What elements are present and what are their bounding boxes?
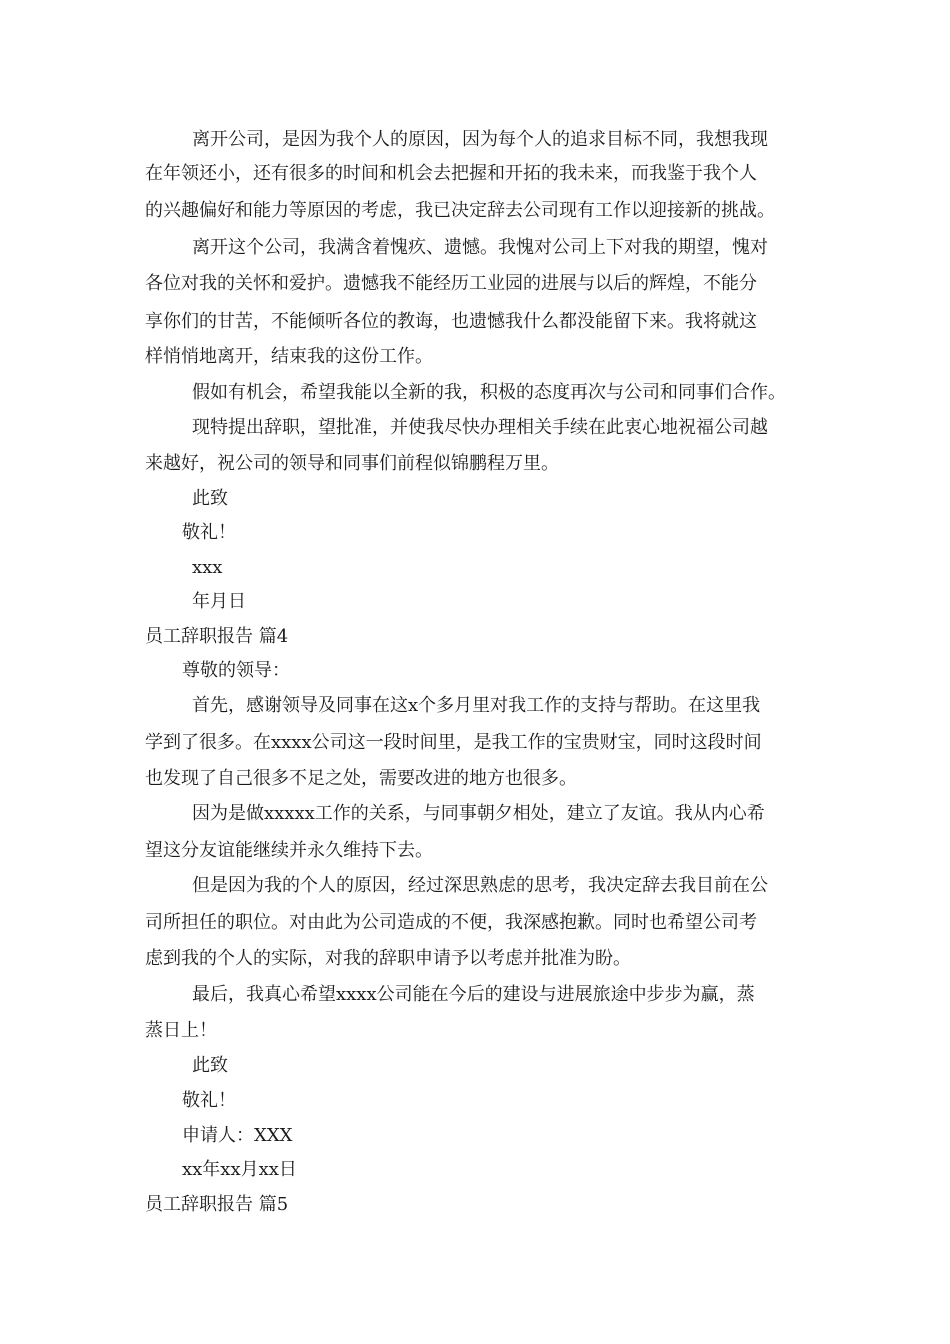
paragraph-line: 离开公司，是因为我个人的原因，因为每个人的追求目标不同，我想我现 [192,129,768,150]
date-line: xx年xx月xx日 [182,1159,297,1180]
paragraph-line: 的兴趣偏好和能力等原因的考虑，我已决定辞去公司现有工作以迎接新的挑战。 [145,200,775,221]
paragraph-line: 最后，我真心希望xxxx公司能在今后的建设与进展旅途中步步为赢，蒸 [192,984,755,1005]
regards-line: 敬礼！ [182,522,236,543]
paragraph-line: 假如有机会，希望我能以全新的我，积极的态度再次与公司和同事们合作。 [192,382,786,403]
paragraph-line: 现特提出辞职，望批准，并使我尽快办理相关手续在此衷心地祝福公司越 [192,417,768,438]
paragraph-line: 享你们的甘苦，不能倾听各位的教诲，也遗憾我什么都没能留下来。我将就这 [145,311,757,332]
date-line: 年月日 [192,591,246,612]
regards-line: 敬礼！ [182,1090,236,1111]
paragraph-line: 各位对我的关怀和爱护。遗憾我不能经历工业园的进展与以后的辉煌，不能分 [145,273,757,294]
paragraph-line: 但是因为我的个人的原因，经过深思熟虑的思考，我决定辞去我目前在公 [192,875,768,896]
paragraph-line: 来越好，祝公司的领导和同事们前程似锦鹏程万里。 [145,453,559,474]
signer-name: xxx [192,557,223,578]
paragraph-line: 首先，感谢领导及同事在这x个多月里对我工作的支持与帮助。在这里我 [192,695,761,716]
paragraph-line: 也发现了自己很多不足之处，需要改进的地方也很多。 [145,768,577,789]
salutation: 尊敬的领导： [182,660,290,681]
section-heading: 员工辞职报告 篇4 [145,626,289,647]
paragraph-line: 在年领还小，还有很多的时间和机会去把握和开拓的我未来，而我鉴于我个人 [145,163,757,184]
paragraph-line: 蒸日上！ [145,1020,217,1041]
paragraph-line: 样悄悄地离开，结束我的这份工作。 [145,346,433,367]
paragraph-line: 虑到我的个人的实际，对我的辞职申请予以考虑并批准为盼。 [145,948,631,969]
paragraph-line: 离开这个公司，我满含着愧疚、遗憾。我愧对公司上下对我的期望，愧对 [192,237,768,258]
paragraph-line: 司所担任的职位。对由此为公司造成的不便，我深感抱歉。同时也希望公司考 [145,912,757,933]
paragraph-line: 因为是做xxxxx工作的关系，与同事朝夕相处，建立了友谊。我从内心希 [192,803,765,824]
paragraph-line: 学到了很多。在xxxx公司这一段时间里，是我工作的宝贵财宝，同时这段时间 [145,732,762,753]
applicant-line: 申请人：XXX [182,1125,293,1146]
paragraph-line: 望这分友谊能继续并永久维持下去。 [145,840,433,861]
closing-line: 此致 [192,1055,228,1076]
closing-line: 此致 [192,488,228,509]
section-heading: 员工辞职报告 篇5 [145,1194,289,1215]
